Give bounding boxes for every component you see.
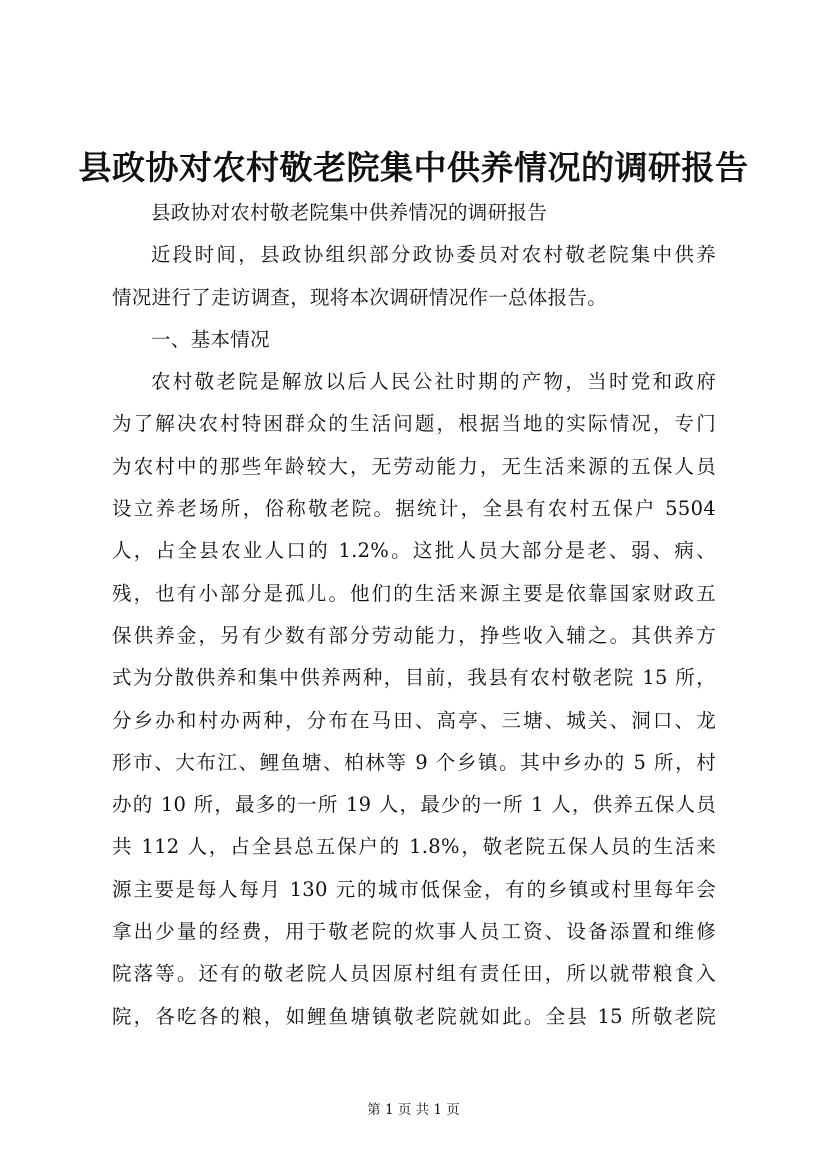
body-line: 保供养金，另有少数有部分劳动能力，挣些收入辅之。其供养方 (112, 623, 716, 647)
body-line: 形市、大布江、鲤鱼塘、柏林等 9 个乡镇。其中乡办的 5 所，村 (112, 750, 716, 774)
body-line: 为了解决农村特困群众的生活问题，根据当地的实际情况，专门 (112, 412, 716, 436)
body-line: 设立养老场所，俗称敬老院。据统计，全县有农村五保户 5504 (112, 497, 716, 521)
body-line: 农村敬老院是解放以后人民公社时期的产物，当时党和政府 (151, 370, 716, 394)
body-line: 式为分散供养和集中供养两种，目前，我县有农村敬老院 15 所， (112, 666, 716, 690)
body-line: 院落等。还有的敬老院人员因原村组有责任田，所以就带粮食入 (112, 962, 716, 986)
body-line: 残，也有小部分是孤儿。他们的生活来源主要是依靠国家财政五 (112, 581, 716, 605)
document-body (112, 192, 716, 1038)
body-line: 院，各吃各的粮，如鲤鱼塘镇敬老院就如此。全县 15 所敬老院 (112, 1004, 716, 1028)
body-line: 人，占全县农业人口的 1.2%。这批人员大部分是老、弱、病、 (112, 539, 716, 563)
body-line: 近段时间，县政协组织部分政协委员对农村敬老院集中供养 (151, 243, 716, 267)
body-line: 为农村中的那些年龄较大，无劳动能力，无生活来源的五保人员 (112, 454, 716, 478)
body-line: 共 112 人，占全县总五保户的 1.8%，敬老院五保人员的生活来 (112, 835, 716, 859)
section-heading: 一、基本情况 (151, 327, 270, 351)
body-line: 情况进行了走访调查，现将本次调研情况作一总体报告。 (112, 285, 608, 309)
body-line: 拿出少量的经费，用于敬老院的炊事人员工资、设备添置和维修 (112, 920, 716, 944)
body-line: 源主要是每人每月 130 元的城市低保金，有的乡镇或村里每年会 (112, 877, 716, 901)
body-line: 县政协对农村敬老院集中供养情况的调研报告 (151, 201, 548, 224)
page-number-footer: 第 1 页 共 1 页 (367, 1102, 460, 1118)
body-line: 办的 10 所，最多的一所 19 人，最少的一所 1 人，供养五保人员 (112, 793, 716, 817)
document-title: 县政协对农村敬老院集中供养情况的调研报告 (78, 148, 749, 187)
body-line: 分乡办和村办两种，分布在马田、高亭、三塘、城关、洞口、龙 (112, 708, 716, 732)
